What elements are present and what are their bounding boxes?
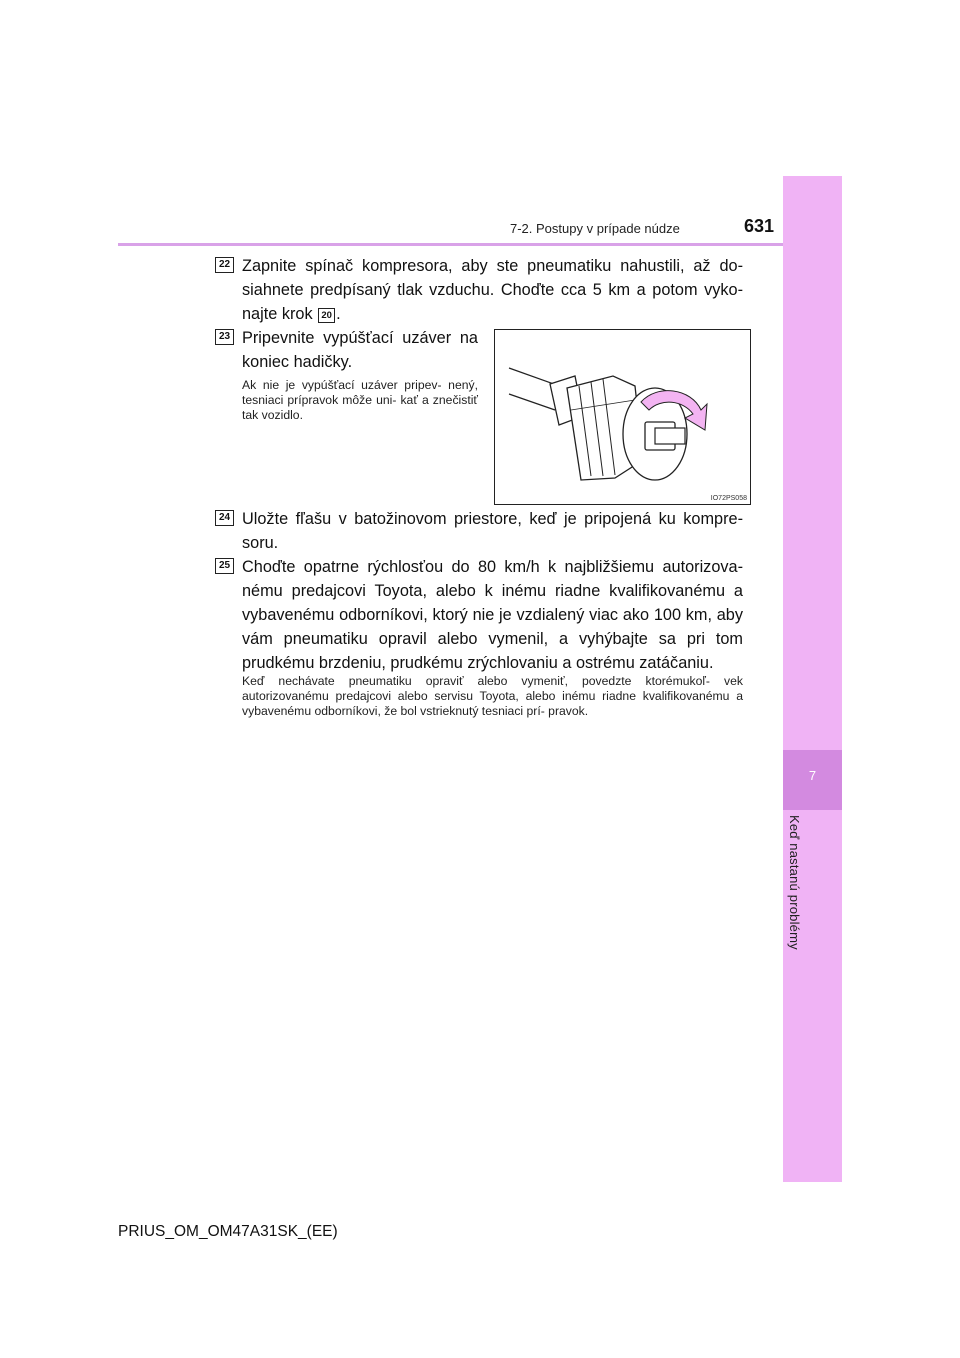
step-24-text: Uložte fľašu v batožinovom priestore, keď je pripojená ku kompre- soru. [242, 510, 743, 552]
step-number-23: 23 [215, 329, 234, 345]
step-25-text: Choďte opatrne rýchlosťou do 80 km/h k najbližšiemu autorizova- nému predajcovi Toyota, alebo k inému riadne kvalifikovanému a vybavenému odborníkovi, ktorý nie je vzdialený viac ako 100 km, aby vám pneumatiku opravil alebo vymenil, a vyhýbajte sa pri tom prudkému brzdeniu, prudkému zrýchlovaniu a ostrému zatáčaniu. [242, 558, 743, 672]
step-number-25: 25 [215, 558, 234, 574]
cap-attachment-figure [494, 329, 751, 505]
cap-hose-illustration [495, 330, 750, 504]
page-number: 631 [744, 216, 775, 236]
step-22-text [242, 254, 743, 326]
figure-code: IO72PS058 [710, 495, 747, 502]
step-22-body: Zapnite spínač kompresora, aby ste pneumatiku nahustili, až do- siahnete predpísaný tlak vzduchu. Choďte cca 5 km a potom vyko- najte krok [242, 257, 743, 323]
step-23-text: Pripevnite vypúšťací uzáver na koniec hadičky. [242, 329, 478, 371]
hose-line-bottom [509, 394, 555, 410]
chapter-title: Keď nastanú problémy [787, 815, 802, 950]
document-id: PRIUS_OM_OM47A31SK_(EE) [118, 1223, 338, 1240]
step-number-24: 24 [215, 510, 234, 526]
step-reference-20: 20 [318, 308, 335, 323]
step-23-note: Ak nie je vypúšťací uzáver pripev- nený, tesniaci prípravok môže uni- kať a znečistiť tak vozidlo. [242, 378, 478, 422]
step-number-22: 22 [215, 257, 234, 273]
step-25-note: Keď nechávate pneumatiku opraviť alebo vymeniť, povedzte ktorémukoľ- vek autorizovanému predajcovi alebo servisu Toyota, alebo inému riadne kvalifikovanému a vybavenému odborníkovi, že bol vstrieknutý tesniaci prí- pravok. [242, 674, 743, 718]
cap-tab-tip [655, 428, 685, 444]
section-title: 7-2. Postupy v prípade núdze [510, 221, 680, 236]
chapter-number: 7 [808, 768, 817, 783]
header-divider [118, 243, 783, 246]
chapter-tab [783, 176, 842, 1182]
step-22-end: . [336, 305, 341, 323]
